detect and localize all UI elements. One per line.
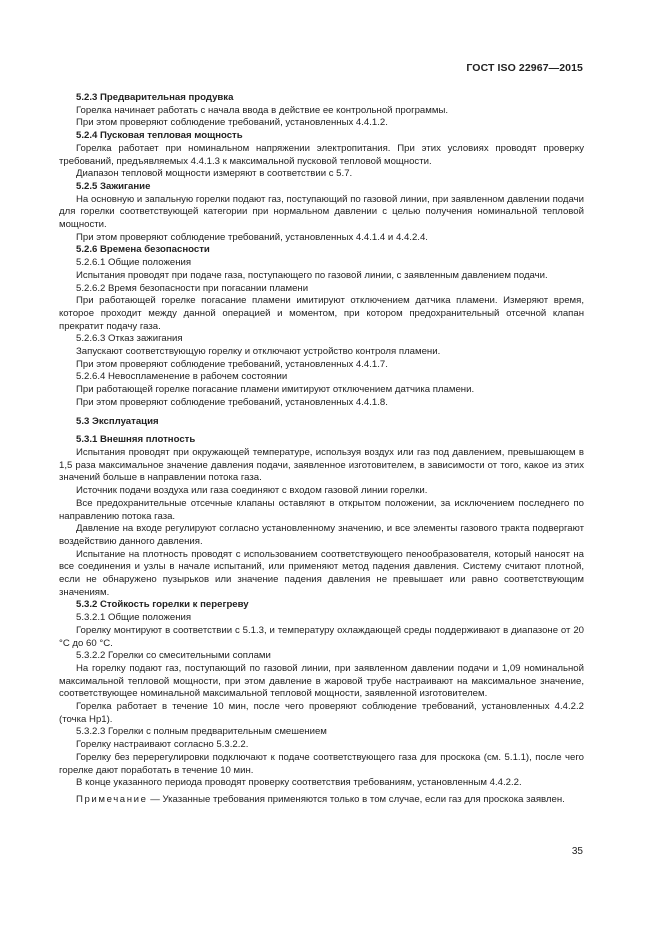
section-heading: 5.3 Эксплуатация [76,415,159,427]
section-heading: 5.2.4 Пусковая тепловая мощность [76,130,243,142]
paragraph: Испытание на плотность проводят с использованием соответствующего пенообразователя, который наносят на все соединения и узлы в начале испытаний, или применяют метод падения давления. Систему считают плотной, если не обнаружено пузырьков или значение падения давления не превышает или равно соответствующим значениям. [59,548,584,598]
note [59,794,584,807]
section-heading: 5.2.3 Предварительная продувка [76,92,234,103]
document-body [59,92,584,807]
subsection-heading: 5.3.2.3 Горелки с полным предварительным смешением [76,726,327,738]
section-heading: 5.2.6 Времена безопасности [76,244,210,256]
paragraph: При этом проверяют соблюдение требований, установленных 4.4.1.8. [76,396,388,408]
subsection-heading: 5.3.2.1 Общие положения [76,612,192,624]
paragraph: При этом проверяют соблюдение требований, установленных 4.4.1.7. [76,358,388,370]
subsection-heading: 5.3.2.2 Горелки со смесительными соплами [76,650,271,662]
paragraph: Горелку монтируют в соответствии с 5.1.3, и температуру охлаждающей среды поддерживают в диапазоне от 20 °С до 60 °С. [59,624,584,649]
paragraph: Диапазон тепловой мощности измеряют в соответствии с 5.7. [76,168,353,180]
paragraph: Испытания проводят при подаче газа, поступающего по газовой линии, с заявленным давлением подачи. [76,269,548,281]
subsection-heading: 5.2.6.1 Общие положения [76,257,192,269]
paragraph: При работающей горелке погасание пламени имитируют отключением датчика пламени. Измеряют время, которое проходит между данной операцией и моментом, при котором предохранительный отсечной клапан прекратит подачу газа. [59,295,584,332]
paragraph: Горелку без перерегулировки подключают к подаче соответствующего газа для проскока (см. 5.1.1), после чего горелке дают поработать в течение 10 мин. [59,751,584,776]
section-heading: 5.2.5 Зажигание [76,180,151,192]
subsection-heading: 5.2.6.2 Время безопасности при погасании пламени [76,282,309,294]
paragraph: На основную и запальную горелки подают газ, поступающий по газовой линии, при заявленном давлении подачи для горелки соответствующей категории при нормальном давлении с целью получения номинальной тепловой мощности. [59,193,584,231]
paragraph: На горелку подают газ, поступающий по газовой линии, при заявленном давлении подачи и 1,09 номинальной максимальной тепловой мощности, при этом давление в жаровой трубе настраивают на максимальное значение, соответствующее номинальной максимальной тепловой мощности, заявленной изготовителем. [59,662,584,700]
paragraph: Запускают соответствующую горелку и отключают устройство контроля пламени. [76,346,441,358]
note-text: — Указанные требования применяются только в том случае, если газ для проскока заявлен. [147,793,565,805]
paragraph: Давление на входе регулируют согласно установленному значению, и все элементы газового тракта подвергают воздействию данного давления. [59,523,584,547]
paragraph: При этом проверяют соблюдение требований, установленных 4.4.1.2. [76,117,388,129]
paragraph: При работающей горелке погасание пламени имитируют отключением датчика пламени. [76,384,475,396]
paragraph: Горелка работает в течение 10 мин, после чего проверяют соблюдение требований, установленных 4.4.2.2 (точка Нр1). [59,701,584,725]
paragraph: Горелка начинает работать с начала ввода в действие ее контрольной программы. [76,104,448,116]
paragraph: При этом проверяют соблюдение требований, установленных 4.4.1.4 и 4.4.2.4. [76,231,428,243]
section-heading: 5.3.1 Внешняя плотность [76,434,196,446]
paragraph: Горелка работает при номинальном напряжении электропитания. При этих условиях проводят проверку требований, предъявляемых 4.4.1.3 к максимальной пусковой тепловой мощности. [59,142,584,167]
paragraph: Все предохранительные отсечные клапаны оставляют в открытом положении, за исключением последнего по направлению потока газа. [59,497,584,522]
section-heading: 5.3.2 Стойкость горелки к перегреву [76,599,249,611]
paragraph: Испытания проводят при окружающей температуре, используя воздух или газ под давлением, превышающем в 1,5 раза максимальное значение давления подачи, заявленное изготовителем, в зависимости от того, какое из этих значений больше в направлении потока газа. [59,446,584,484]
paragraph: Горелку настраивают согласно 5.3.2.2. [76,739,249,751]
subsection-heading: 5.2.6.3 Отказ зажигания [76,333,183,345]
note-label: Примечание [76,793,148,805]
paragraph: Источник подачи воздуха или газа соединяют с входом газовой линии горелки. [76,485,428,497]
document-header: ГОСТ ISO 22967—2015 [466,62,583,74]
paragraph: В конце указанного периода проводят проверку соответствия требованиям, установленным 4.4.2.2. [76,777,522,789]
page-number: 35 [571,846,583,857]
subsection-heading: 5.2.6.4 Невоспламенение в рабочем состоянии [76,371,288,383]
